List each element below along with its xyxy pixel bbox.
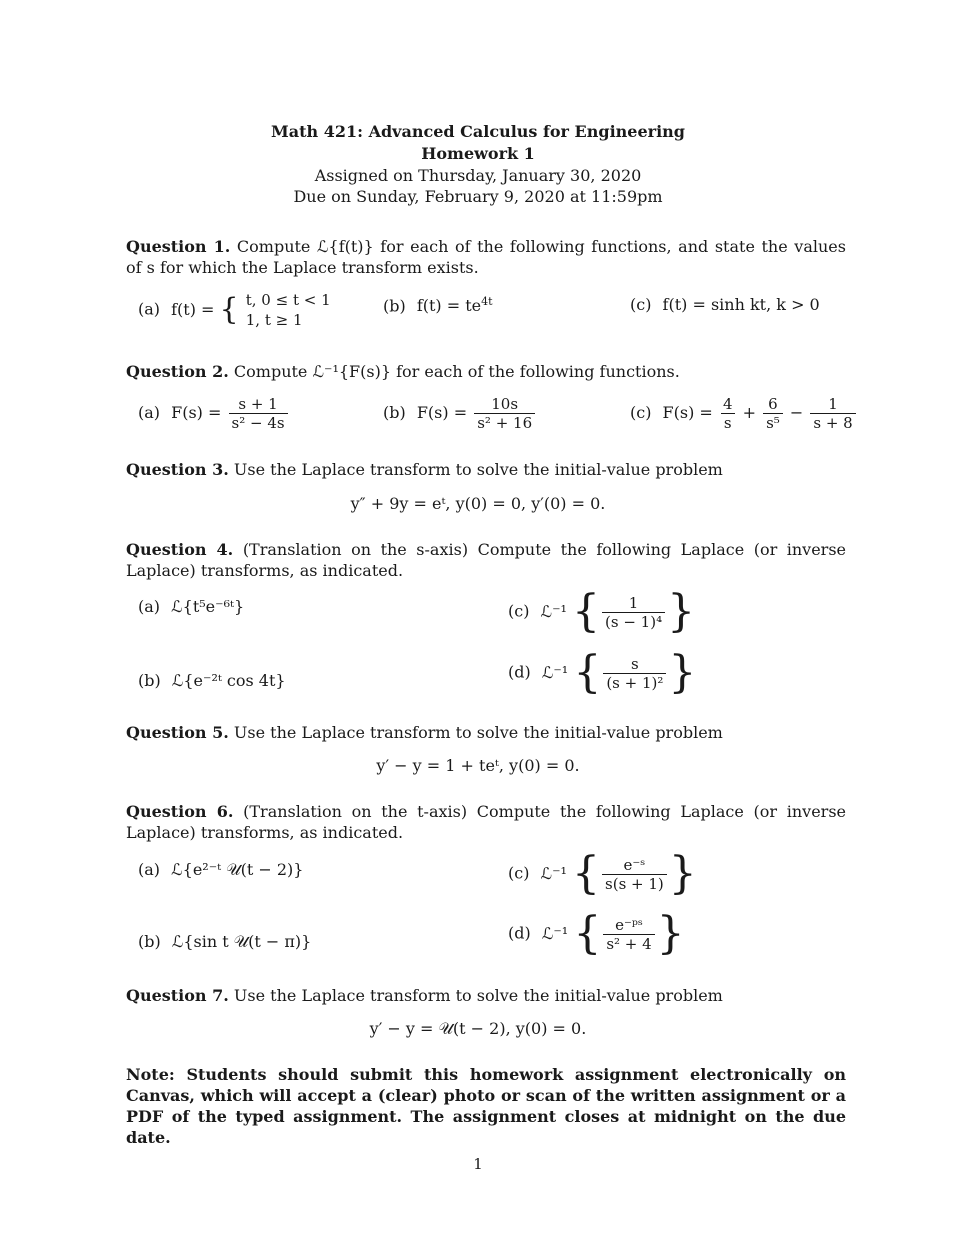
question-1 [126, 236, 846, 278]
q6-c-operator: ℒ⁻¹ [540, 863, 567, 883]
page-number: 1 [473, 1155, 483, 1173]
q2-part-c: (c) F(s) = $\frac{4}{s}$ + $\frac{6}{\text{s⁵}}$ − $\frac{1}{s + 8}$ [630, 395, 858, 432]
q3-equation: y″ + 9y = eᵗ, y(0) = 0, y′(0) = 0. [350, 494, 606, 513]
question-5-text: Use the Laplace transform to solve the initial-value problem [233, 723, 723, 742]
q4-c-label: (c) [508, 601, 530, 621]
homework-number: Homework 1 [421, 144, 535, 163]
right-brace: } [667, 586, 696, 637]
q6-a-label: (a) [138, 860, 161, 879]
q6-c-numerator: e⁻ˢ [623, 855, 646, 874]
q2-c-fraction-2 [763, 395, 783, 432]
q6-c-denominator: s(s + 1) [602, 874, 667, 893]
question-6-text: (Translation on the t-axis) Compute the following Laplace (or inverse Laplace) transforms, as indicated. [126, 802, 846, 842]
question-5-label: Question 5. [126, 723, 229, 742]
question-6 [126, 801, 846, 843]
left-brace: { [573, 908, 602, 959]
q4-c-denominator: (s − 1)⁴ [602, 612, 665, 631]
right-brace: } [668, 647, 697, 698]
q2-b-label: (b) [383, 403, 406, 422]
q6-part-b [138, 932, 311, 952]
left-brace: { [219, 292, 239, 327]
submission-note: Note: Students should submit this homework assignment electronically on Canvas, which will accept a (clear) photo or scan of the written assignment or a PDF of the typed assignment. The assignment closes at midnight on the due date. [126, 1065, 846, 1147]
assigned-date: Assigned on Thursday, January 30, 2020 [314, 166, 642, 185]
due-date: Due on Sunday, February 9, 2020 at 11:59pm [293, 187, 663, 206]
question-2-label: Question 2. [126, 362, 229, 381]
q1-a-cases [246, 290, 331, 330]
q2-c-numerator-1: 4 [722, 395, 733, 413]
q4-part-b [138, 671, 286, 690]
question-4 [126, 539, 846, 581]
q4-b-expr: ℒ{e⁻²ᵗ cos 4t} [171, 671, 286, 690]
q2-c-denominator-2: s⁵ [763, 413, 783, 432]
q4-part-a [138, 597, 244, 616]
q6-c-fraction [602, 856, 667, 893]
page-title: Math 421: Advanced Calculus for Engineering [271, 122, 685, 141]
q4-part-d [508, 647, 697, 698]
q4-d-label: (d) [508, 662, 531, 682]
question-2 [126, 361, 846, 382]
q2-a-denominator: s² − 4s [229, 413, 288, 432]
q4-d-numerator: s [631, 654, 639, 673]
question-3-text: Use the Laplace transform to solve the initial-value problem [233, 460, 723, 479]
q6-b-label: (b) [138, 932, 161, 951]
q2-a-label: (a) [138, 403, 161, 422]
q2-a-fraction [229, 395, 288, 432]
q1-b-exponent: 4t [481, 295, 493, 308]
left-brace: { [572, 586, 601, 637]
q4-c-operator: ℒ⁻¹ [540, 601, 567, 621]
q2-part-a [138, 395, 290, 432]
question-7-label: Question 7. [126, 986, 229, 1005]
q2-c-numerator-2: 6 [768, 395, 778, 413]
question-4-text: (Translation on the s-axis) Compute the following Laplace (or inverse Laplace) transforms, as indicated. [126, 540, 847, 580]
q2-a-lhs: F(s) = [171, 403, 222, 422]
q6-part-c [508, 848, 697, 899]
q2-c-fraction-3 [810, 395, 855, 432]
q2-b-fraction [474, 395, 535, 432]
question-4-label: Question 4. [126, 540, 234, 559]
q4-b-label: (b) [138, 671, 161, 690]
question-5 [126, 722, 846, 743]
q4-a-expr: ℒ{t⁵e⁻⁶ᵗ} [171, 597, 245, 616]
q6-d-label: (d) [508, 923, 531, 943]
q1-a-case-1: t, 0 ≤ t < 1 [245, 291, 331, 309]
q4-a-label: (a) [138, 597, 161, 616]
q6-a-expr: ℒ{e²⁻ᵗ 𝒰(t − 2)} [171, 860, 304, 879]
q4-c-numerator: 1 [628, 593, 639, 612]
q1-a-label: (a) [138, 299, 161, 319]
q4-part-c [508, 586, 696, 637]
right-brace: } [668, 848, 697, 899]
q2-c-lhs: F(s) = [662, 403, 713, 422]
left-brace: { [572, 848, 601, 899]
q1-b-expr: f(t) = te [416, 296, 482, 316]
q1-b-label: (b) [383, 296, 406, 316]
q1-part-c [630, 295, 820, 314]
q4-d-denominator: (s + 1)² [603, 673, 666, 692]
q4-d-operator: ℒ⁻¹ [541, 662, 569, 682]
q1-c-label: (c) [630, 295, 652, 314]
q1-a-case-2: 1, t ≥ 1 [245, 311, 303, 329]
q6-d-denominator: s² + 4 [603, 934, 654, 953]
question-3-label: Question 3. [126, 460, 229, 479]
q5-equation: y′ − y = 1 + teᵗ, y(0) = 0. [376, 756, 580, 775]
q6-b-expr: ℒ{sin t 𝒰(t − π)} [171, 932, 312, 951]
q2-c-denominator-3: s + 8 [810, 413, 855, 432]
q6-part-d [508, 908, 685, 959]
q2-b-lhs: F(s) = [416, 403, 468, 422]
q1-part-a [138, 290, 331, 330]
q1-c-expr: f(t) = sinh kt, k > 0 [662, 295, 820, 314]
q6-d-numerator: e⁻ᵖˢ [615, 915, 643, 934]
question-2-text: Compute ℒ⁻¹{F(s)} for each of the following functions. [233, 362, 680, 381]
q2-c-denominator-1: s [721, 413, 735, 432]
q2-b-numerator: 10s [491, 395, 519, 413]
q2-c-fraction-1 [720, 395, 736, 432]
q1-part-b [383, 295, 493, 315]
right-brace: } [656, 908, 685, 959]
q6-part-a [138, 860, 303, 880]
q2-b-denominator: s² + 16 [474, 413, 535, 432]
q4-d-fraction [603, 655, 666, 692]
q2-part-b [383, 395, 537, 432]
question-1-label: Question 1. [126, 237, 231, 256]
question-3 [126, 459, 846, 480]
q2-a-numerator: s + 1 [238, 395, 278, 413]
question-1-text: Compute ℒ{f(t)} for each of the following functions, and state the values of s for which the Laplace transform exists. [126, 237, 846, 277]
q4-c-fraction [602, 594, 665, 631]
question-6-label: Question 6. [126, 802, 234, 821]
question-7 [126, 985, 846, 1006]
q1-a-lhs: f(t) = [171, 299, 215, 319]
q7-equation: y′ − y = 𝒰(t − 2), y(0) = 0. [369, 1019, 587, 1038]
q2-c-numerator-3: 1 [828, 395, 838, 413]
q6-d-operator: ℒ⁻¹ [541, 923, 569, 943]
q2-c-label: (c) [630, 403, 652, 422]
left-brace: { [573, 647, 602, 698]
q6-c-label: (c) [508, 863, 530, 883]
question-7-text: Use the Laplace transform to solve the initial-value problem [233, 986, 723, 1005]
q6-d-fraction [603, 916, 654, 953]
